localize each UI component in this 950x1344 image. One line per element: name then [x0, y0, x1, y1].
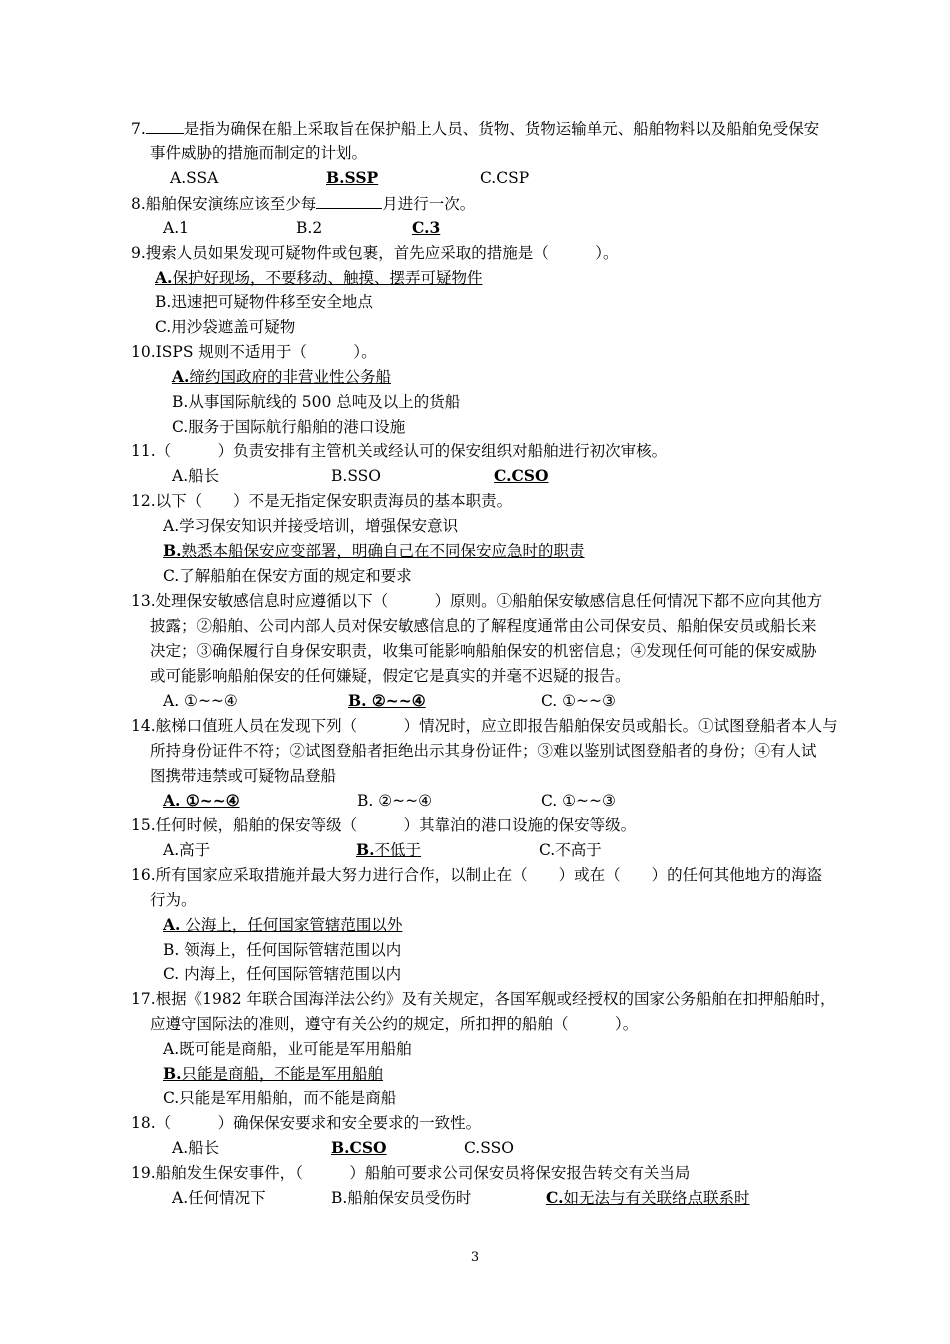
- question-10-option-c: C.服务于国际航行船舶的港口设施: [172, 418, 406, 436]
- question-14-option-c: C. ①~~③: [541, 792, 616, 810]
- option-text: 如无法与有关联络点联系时: [563, 1189, 750, 1207]
- question-7-option-c: C.CSP: [480, 169, 530, 187]
- question-13-option-b-answer: B. ②~~④: [348, 691, 426, 710]
- question-7-stem: [131, 118, 819, 139]
- option-key: A.: [163, 915, 181, 934]
- question-text: 是指为确保在船上采取旨在保护船上人员、货物、货物运输单元、船舶物料以及船舶免受保安: [183, 120, 820, 138]
- question-16-option-a-answer: [163, 915, 402, 935]
- option-text: 公海上，任何国家管辖范围以外: [180, 916, 403, 934]
- question-14-stem-cont: 图携带违禁或可疑物品登船: [150, 767, 337, 785]
- question-12-stem: 12.以下（ ）不是无指定保安职责海员的基本职责。: [131, 492, 513, 510]
- question-14-stem: 14.舷梯口值班人员在发现下列（ ）情况时，应立即报告船舶保安员或船长。①试图登船者本人与: [131, 717, 838, 735]
- question-16-option-b: B. 领海上，任何国际管辖范围以内: [163, 941, 402, 959]
- question-14-option-a-answer: A. ①~~④: [163, 791, 240, 810]
- question-11-option-b: B.SSO: [331, 467, 381, 485]
- question-17-stem: 17.根据《1982 年联合国海洋法公约》及有关规定，各国军舰或经授权的国家公务船舶在扣押船舶时，: [131, 990, 836, 1008]
- option-key: C.: [546, 1188, 564, 1207]
- option-key: B.: [163, 1064, 182, 1083]
- option-text: 不低于: [374, 841, 422, 859]
- question-7-option-b-answer: B.SSP: [326, 168, 379, 187]
- question-15-option-b-answer: [356, 840, 421, 860]
- question-8-option-c-answer: C.3: [412, 218, 441, 237]
- question-17-option-a: A.既可能是商船，业可能是军用船舶: [163, 1040, 412, 1058]
- option-text: 保护好现场，不要移动、触摸、摆弄可疑物件: [172, 269, 483, 287]
- question-16-stem-cont: 行为。: [150, 891, 197, 909]
- question-8-option-a: A.1: [163, 219, 189, 237]
- question-7-stem-cont: 事件威胁的措施而制定的计划。: [150, 144, 368, 162]
- question-18-option-a: A.船长: [172, 1139, 220, 1157]
- answer-blank: [316, 193, 382, 209]
- question-15-stem: 15.任何时候，船舶的保安等级（ ）其靠泊的港口设施的保安等级。: [131, 816, 637, 834]
- question-9-stem: 9.搜索人员如果发现可疑物件或包裹，首先应采取的措施是（ ）。: [131, 244, 619, 262]
- question-18-option-c: C.SSO: [464, 1139, 514, 1157]
- option-key: A.: [155, 268, 173, 287]
- question-9-option-b: B.迅速把可疑物件移至安全地点: [155, 293, 373, 311]
- question-13-stem-cont: 披露；②船舶、公司内部人员对保安敏感信息的了解程度通常由公司保安员、船舶保安员或船长来: [150, 617, 817, 635]
- option-key: B.: [163, 541, 182, 560]
- question-13-stem-cont: 或可能影响船舶保安的任何嫌疑，假定它是真实的并毫不迟疑的报告。: [150, 667, 631, 685]
- option-key: B.: [356, 840, 375, 859]
- question-14-stem-cont: 所持身份证件不符；②试图登船者拒绝出示其身份证件；③难以鉴别试图登船者的身份；④有人试: [150, 742, 817, 760]
- question-18-option-b-answer: B.CSO: [331, 1138, 387, 1157]
- question-19-option-a: A.任何情况下: [172, 1189, 266, 1207]
- question-7-option-a: A.SSA: [170, 169, 219, 187]
- question-18-stem: 18.（ ）确保保安要求和安全要求的一致性。: [131, 1114, 482, 1132]
- question-8-option-b: B.2: [296, 219, 323, 237]
- question-12-option-b-answer: [163, 541, 585, 561]
- question-13-stem-cont: 决定；③确保履行自身保安职责，收集可能影响船舶保安的机密信息；④发现任何可能的保安威胁: [150, 642, 817, 660]
- option-text: 缔约国政府的非营业性公务船: [189, 368, 391, 386]
- question-19-stem: 19.船舶发生保安事件，（ ）船舶可要求公司保安员将保安报告转交有关当局: [131, 1164, 691, 1182]
- question-13-option-c: C. ①~~③: [541, 692, 616, 710]
- answer-blank: [146, 118, 184, 134]
- question-19-option-b: B.船舶保安员受伤时: [331, 1189, 472, 1207]
- question-17-option-c: C.只能是军用船舶，而不能是商船: [163, 1089, 397, 1107]
- option-key: A.: [172, 367, 190, 386]
- option-text: 只能是商船，不能是军用船舶: [181, 1065, 384, 1083]
- question-11-stem: 11.（ ）负责安排有主管机关或经认可的保安组织对船舶进行初次审核。: [131, 442, 668, 460]
- question-11-option-c-answer: C.CSO: [494, 466, 549, 485]
- question-10-stem: 10.ISPS 规则不适用于（ ）。: [131, 343, 377, 361]
- question-14-option-b: B. ②~~④: [357, 792, 433, 810]
- question-19-option-c-answer: [546, 1188, 749, 1208]
- question-17-option-b-answer: [163, 1064, 383, 1084]
- question-10-option-a-answer: [172, 367, 391, 387]
- question-16-stem: 16.所有国家应采取措施并最大努力进行合作，以制止在（ ）或在（ ）的任何其他地方的海盗: [131, 866, 823, 884]
- question-8-stem: [131, 193, 475, 214]
- question-17-stem-cont: 应遵守国际法的准则，遵守有关公约的规定，所扣押的船舶（ ）。: [150, 1015, 639, 1033]
- question-text: 8.船舶保安演练应该至少每: [131, 195, 317, 213]
- question-text-end: 月进行一次。: [382, 195, 476, 213]
- question-12-option-c: C.了解船舶在保安方面的规定和要求: [163, 567, 412, 585]
- option-text: 熟悉本船保安应变部署，明确自己在不同保安应急时的职责: [181, 542, 585, 560]
- question-10-option-b: B.从事国际航线的 500 总吨及以上的货船: [172, 393, 461, 411]
- question-9-option-a-answer: [155, 268, 482, 288]
- question-number: 7.: [131, 120, 146, 138]
- question-9-option-c: C.用沙袋遮盖可疑物: [155, 318, 296, 336]
- question-16-option-c: C. 内海上，任何国际管辖范围以内: [163, 965, 402, 983]
- page-number: 3: [470, 1250, 480, 1265]
- question-11-option-a: A.船长: [172, 467, 220, 485]
- question-13-option-a: A. ①~~④: [163, 692, 238, 710]
- question-13-stem: 13.处理保安敏感信息时应遵循以下（ ）原则。①船舶保安敏感信息任何情况下都不应向其他方: [131, 592, 823, 610]
- question-15-option-c: C.不高于: [539, 841, 602, 859]
- question-12-option-a: A.学习保安知识并接受培训，增强保安意识: [163, 517, 459, 535]
- question-15-option-a: A.高于: [163, 841, 211, 859]
